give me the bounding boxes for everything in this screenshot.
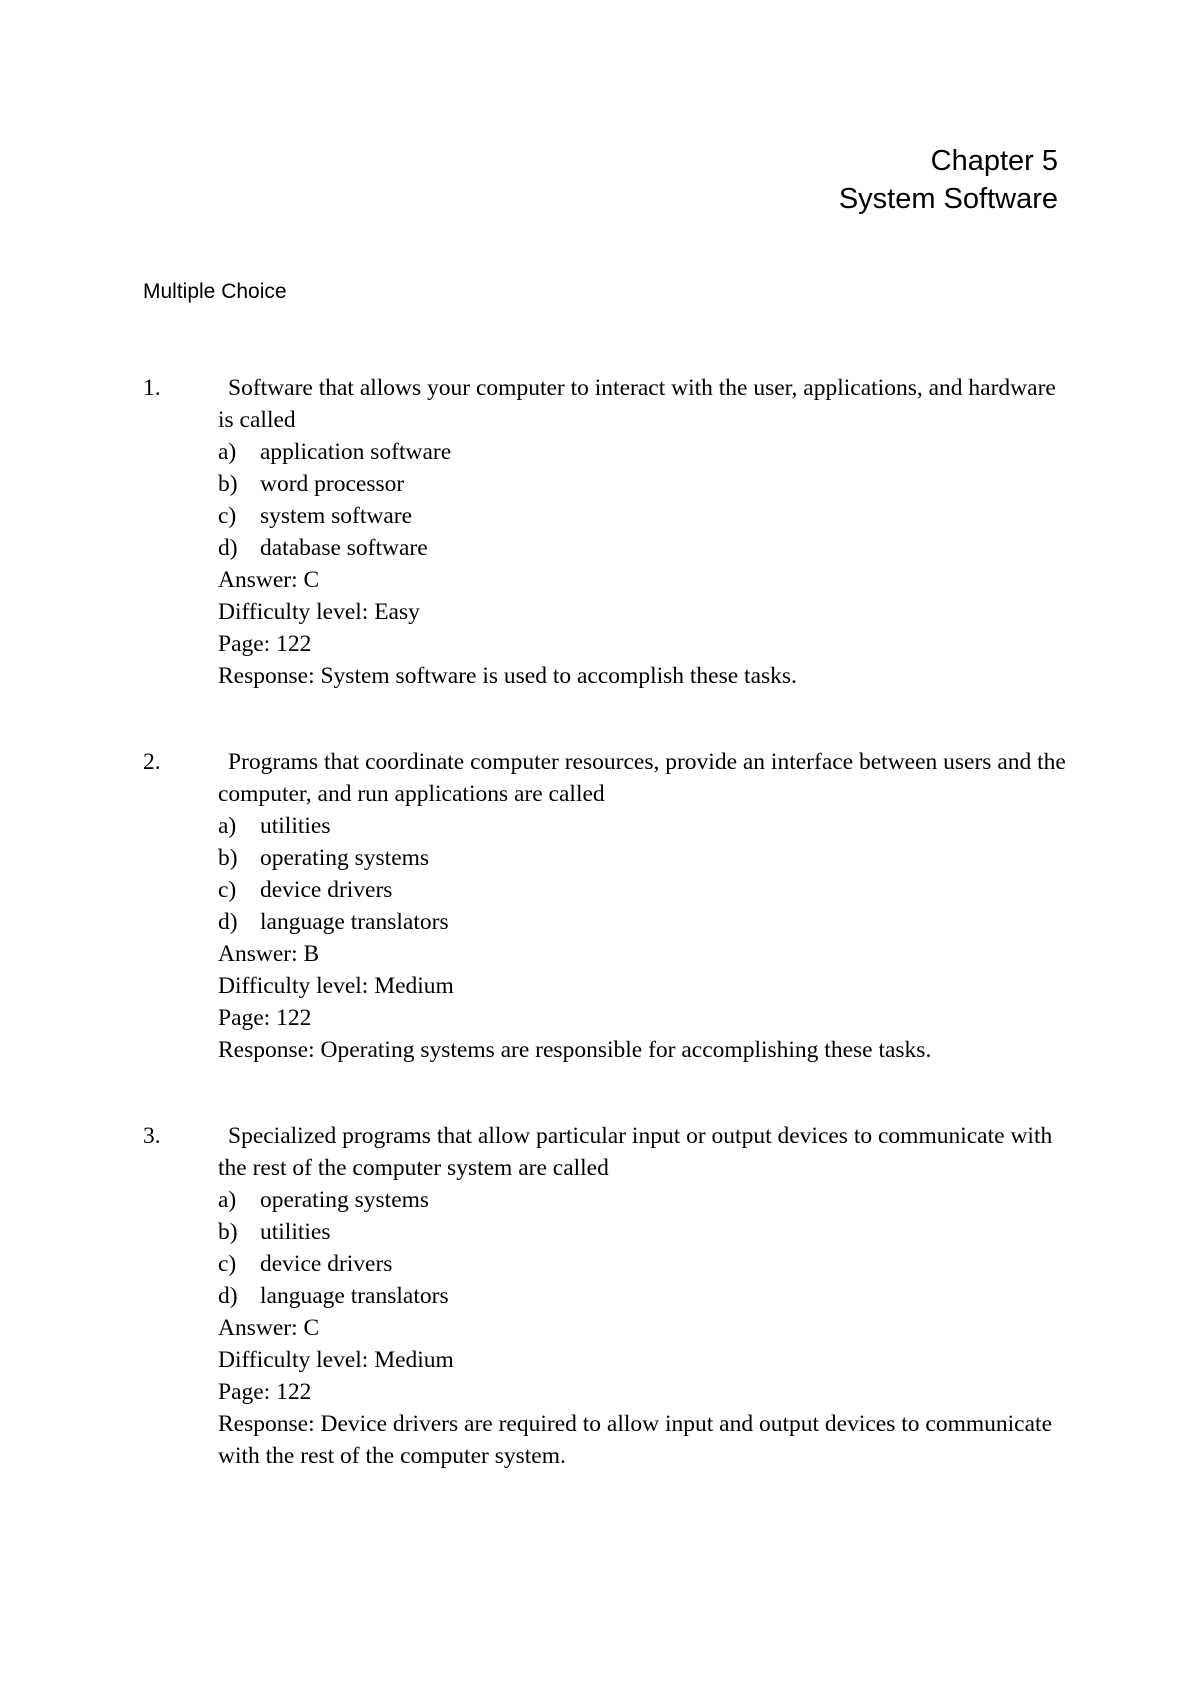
chapter-number: Chapter 5 <box>930 145 1058 177</box>
difficulty-line: Difficulty level: Medium <box>218 1347 454 1373</box>
answer-options <box>218 1184 1073 1312</box>
question-number: 3. <box>143 1123 161 1149</box>
option-letter: a) <box>218 439 237 465</box>
question-1 <box>143 372 1073 692</box>
option-letter: d) <box>218 909 238 935</box>
option-letter: d) <box>218 1283 238 1309</box>
option-b <box>218 1216 1073 1248</box>
question-number: 1. <box>143 375 161 401</box>
difficulty-line: Difficulty level: Medium <box>218 973 454 999</box>
answer-line: Answer: B <box>218 941 320 967</box>
page-line: Page: 122 <box>218 1379 312 1405</box>
page-line: Page: 122 <box>218 1005 312 1031</box>
option-text: utilities <box>260 1219 331 1245</box>
option-b <box>218 468 1073 500</box>
option-text: system software <box>260 503 413 529</box>
answer-options <box>218 810 1073 938</box>
answer-line: Answer: C <box>218 1315 320 1341</box>
option-text: operating systems <box>260 845 430 871</box>
option-d <box>218 906 1073 938</box>
chapter-heading <box>839 142 1058 218</box>
option-text: database software <box>260 535 428 561</box>
option-letter: d) <box>218 535 238 561</box>
option-a <box>218 436 1073 468</box>
option-letter: b) <box>218 1219 238 1245</box>
option-a <box>218 1184 1073 1216</box>
option-letter: b) <box>218 471 238 497</box>
option-letter: b) <box>218 845 238 871</box>
question-3 <box>143 1120 1073 1472</box>
option-c <box>218 500 1073 532</box>
option-letter: a) <box>218 813 237 839</box>
difficulty-line: Difficulty level: Easy <box>218 599 420 625</box>
option-letter: c) <box>218 1251 237 1277</box>
question-body <box>218 372 1073 692</box>
option-c <box>218 874 1073 906</box>
section-title: Multiple Choice <box>143 280 287 303</box>
option-text: utilities <box>260 813 331 839</box>
question-number: 2. <box>143 749 161 775</box>
option-text: device drivers <box>260 1251 393 1277</box>
answer-line: Answer: C <box>218 567 320 593</box>
response-line: Response: System software is used to accomplish these tasks. <box>218 663 797 689</box>
answer-options <box>218 436 1073 564</box>
option-text: operating systems <box>260 1187 430 1213</box>
option-text: word processor <box>260 471 405 497</box>
question-2 <box>143 746 1073 1066</box>
option-text: language translators <box>260 1283 449 1309</box>
question-text: Specialized programs that allow particular input or output devices to communicate with the rest of the computer system are called <box>218 1123 1053 1181</box>
question-body <box>218 1120 1073 1472</box>
page-line: Page: 122 <box>218 631 312 657</box>
option-text: language translators <box>260 909 449 935</box>
question-text: Software that allows your computer to interact with the user, applications, and hardware is called <box>218 375 1056 433</box>
chapter-title: System Software <box>838 183 1058 215</box>
response-line: Response: Operating systems are responsible for accomplishing these tasks. <box>218 1037 932 1063</box>
question-text: Programs that coordinate computer resources, provide an interface between users and the computer, and run applications are called <box>218 749 1066 807</box>
option-d <box>218 532 1073 564</box>
option-letter: c) <box>218 877 237 903</box>
option-b <box>218 842 1073 874</box>
option-c <box>218 1248 1073 1280</box>
option-letter: c) <box>218 503 237 529</box>
option-text: application software <box>260 439 452 465</box>
option-letter: a) <box>218 1187 237 1213</box>
response-line: Response: Device drivers are required to allow input and output devices to communicate with the rest of the computer system. <box>218 1411 1052 1469</box>
option-d <box>218 1280 1073 1312</box>
option-text: device drivers <box>260 877 393 903</box>
question-body <box>218 746 1073 1066</box>
option-a <box>218 810 1073 842</box>
